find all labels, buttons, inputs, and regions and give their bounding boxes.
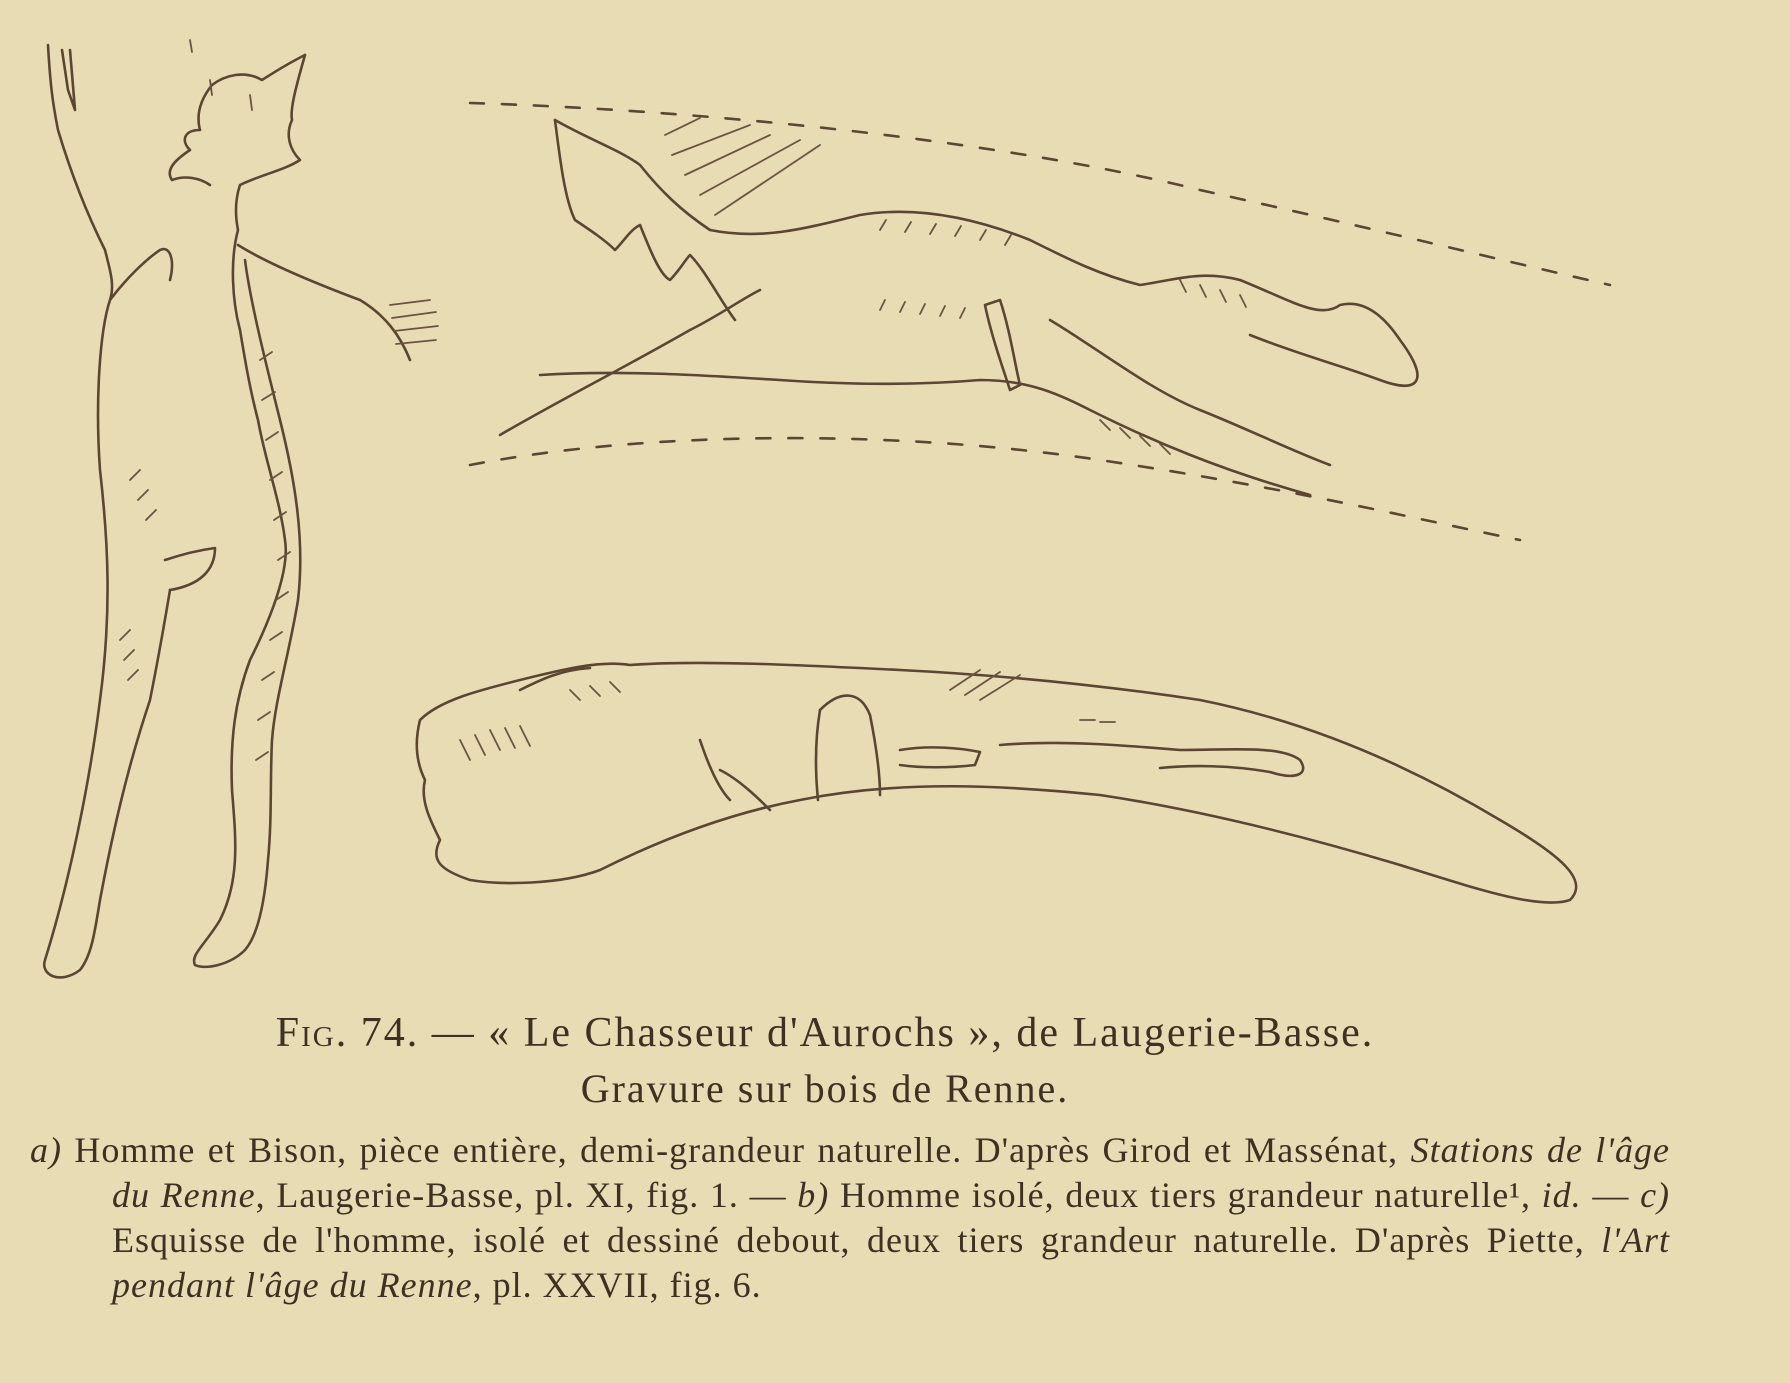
caption-a-work: Stations de l'âge du Renne xyxy=(112,1130,1670,1215)
caption-marker-c: c) xyxy=(1640,1175,1671,1215)
caption-b-sep: — xyxy=(1592,1175,1630,1215)
caption-marker-a: a) xyxy=(30,1130,62,1170)
caption-marker-b: b) xyxy=(797,1175,830,1215)
caption-b-text: Homme isolé, deux tiers grandeur naturelle¹, xyxy=(839,1175,1531,1215)
bison-and-man-engraving-icon xyxy=(470,103,1610,540)
standing-man-engraving-icon xyxy=(44,40,438,977)
caption-c-ref: , pl. XXVII, fig. 6. xyxy=(472,1265,762,1305)
figure-title-text: — « Le Chasseur d'Aurochs », de Laugerie-Basse. xyxy=(431,1010,1375,1056)
figure-subtitle: Gravure sur bois de Renne. xyxy=(580,1066,1070,1111)
figure-title xyxy=(0,1005,1650,1061)
caption-a-ref: , Laugerie-Basse, pl. XI, fig. 1. — xyxy=(255,1175,787,1215)
antler-engraving-icon xyxy=(417,663,1576,903)
figure-caption xyxy=(30,1128,1670,1308)
caption-c-text: Esquisse de l'homme, isolé et dessiné debout, deux tiers grandeur naturelle. D'après Piette, xyxy=(112,1220,1585,1260)
caption-c-work: l'Art pendant l'âge du Renne xyxy=(112,1220,1670,1305)
caption-paragraph xyxy=(30,1128,1670,1308)
caption-b-id: id. xyxy=(1541,1175,1582,1215)
caption-a-text: Homme et Bison, pièce entière, demi-grandeur naturelle. D'après Girod et Massénat, xyxy=(74,1130,1399,1170)
figure-label: Fig. 74. xyxy=(275,1010,420,1056)
